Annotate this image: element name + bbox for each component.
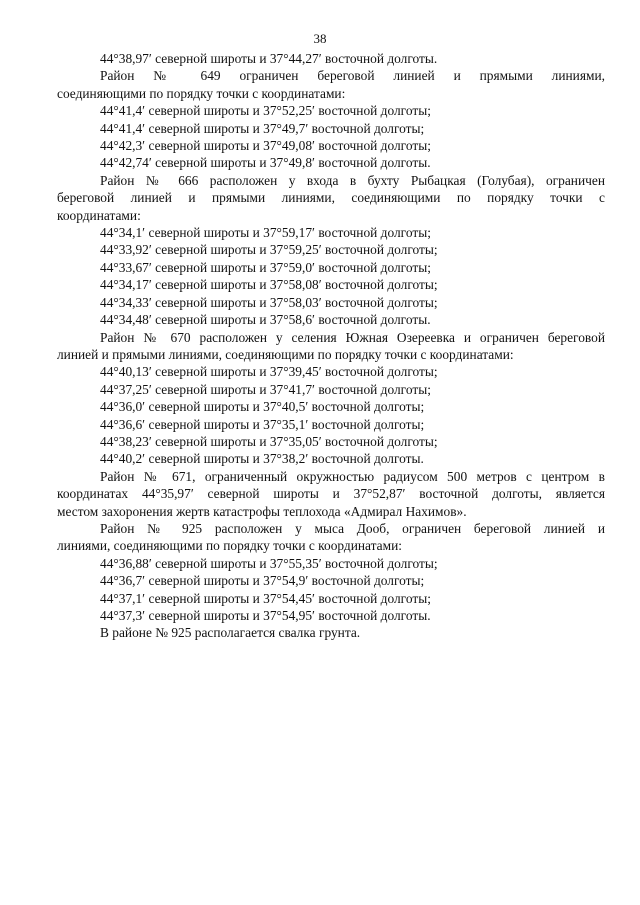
coordinate-line: 44°34,48′ северной широты и 37°58,6′ восточной долготы. [100,312,431,328]
coordinate-line: 44°37,3′ северной широты и 37°54,95′ восточной долготы. [100,608,431,623]
paragraph-line: координатами: [57,207,141,223]
paragraph-line: соединяющими по порядку точки с координатами: [57,85,346,101]
paragraph [57,172,605,224]
coordinate-line: 44°36,88′ северной широты и 37°55,35′ восточной долготы; [100,555,438,571]
paragraph-line: местом захоронения жертв катастрофы теплохода «Адмирал Нахимов». [57,503,467,519]
paragraph [57,67,605,102]
paragraph-line: линиями, соединяющими по порядку точки с координатами: [57,538,402,554]
paragraph-line: Район № 666 расположен у входа в бухту Рыбацкая (Голубая), ограничен [100,172,605,188]
paragraph-line: Район № 649 ограничен береговой линией и прямыми линиями, [100,68,605,84]
coordinate-line: 44°40,13′ северной широты и 37°39,45′ восточной долготы; [100,364,438,380]
paragraph [57,520,605,555]
coordinate-line: 44°34,1′ северной широты и 37°59,17′ восточной долготы; [100,225,431,241]
coordinate-line: 44°36,7′ северной широты и 37°54,9′ восточной долготы; [100,573,425,589]
paragraph-line: координатах 44°35,97′ северной широты и 37°52,87′ восточной долготы, является [57,486,605,502]
coordinate-line: 44°37,1′ северной широты и 37°54,45′ восточной долготы; [100,590,431,606]
coordinate-line: 44°41,4′ северной широты и 37°49,7′ восточной долготы; [100,120,425,136]
coordinate-line: 44°37,25′ северной широты и 37°41,7′ восточной долготы; [100,381,431,397]
paragraph-line: Район № 671, ограниченный окружностью радиусом 500 метров с центром в [100,468,605,484]
paragraph [57,468,605,520]
coordinate-line: 44°42,3′ северной широты и 37°49,08′ восточной долготы; [100,138,431,154]
coordinate-line: 44°41,4′ северной широты и 37°52,25′ восточной долготы; [100,103,431,119]
coordinate-line: 44°36,6′ северной широты и 37°35,1′ восточной долготы; [100,416,425,432]
coordinate-line: 44°38,97′ северной широты и 37°44,27′ восточной долготы. [100,51,438,66]
document-body [57,50,605,642]
coordinate-line: 44°33,67′ северной широты и 37°59,0′ восточной долготы; [100,259,431,275]
coordinate-line: 44°40,2′ северной широты и 37°38,2′ восточной долготы. [100,451,424,467]
coordinate-line: 44°38,23′ северной широты и 37°35,05′ восточной долготы; [100,433,438,449]
coordinate-line: В районе № 925 располагается свалка грунта. [100,625,361,641]
paragraph-line: Район № 670 расположен у селения Южная Озереевка и ограничен береговой [100,329,605,345]
paragraph-line: береговой линией и прямыми линиями, соединяющими по порядку точки с [57,190,605,206]
paragraph [57,329,605,364]
coordinate-line: 44°34,33′ северной широты и 37°58,03′ восточной долготы; [100,294,438,310]
paragraph-line: Район № 925 расположен у мыса Дооб, ограничен береговой линией и [100,520,605,536]
paragraph-line: линией и прямыми линиями, соединяющими по порядку точки с координатами: [57,346,514,362]
coordinate-line: 44°34,17′ северной широты и 37°58,08′ восточной долготы; [100,277,438,293]
coordinate-line: 44°36,0′ северной широты и 37°40,5′ восточной долготы; [100,399,425,415]
coordinate-line: 44°42,74′ северной широты и 37°49,8′ восточной долготы. [100,155,431,171]
page-number: 38 [313,31,327,46]
coordinate-line: 44°33,92′ северной широты и 37°59,25′ восточной долготы; [100,242,438,258]
